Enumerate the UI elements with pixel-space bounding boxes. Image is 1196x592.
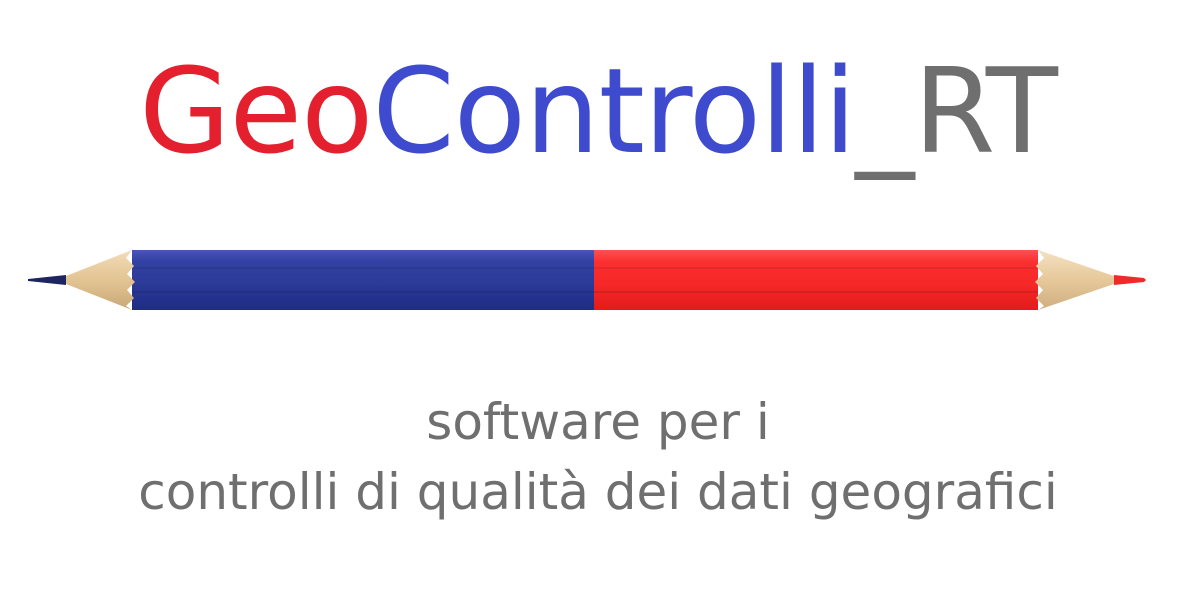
pencil-right-wood (1035, 250, 1114, 310)
brand-title (0, 36, 1196, 186)
pencil-left-wood (66, 250, 135, 310)
pencil-red-body (594, 250, 1038, 310)
subtitle-line-2: controlli di qualità dei dati geografici (138, 463, 1058, 521)
pencil-left-tip (28, 275, 66, 285)
title-geo: Geo (139, 42, 373, 180)
pencil-blue-body (132, 250, 594, 310)
pencil-right-tip (1114, 275, 1146, 285)
title-controlli: Controlli (372, 42, 856, 180)
subtitle-line-1: software per i (426, 393, 770, 451)
title-rt: _RT (855, 42, 1057, 180)
bicolor-pencil-icon (26, 244, 1150, 316)
